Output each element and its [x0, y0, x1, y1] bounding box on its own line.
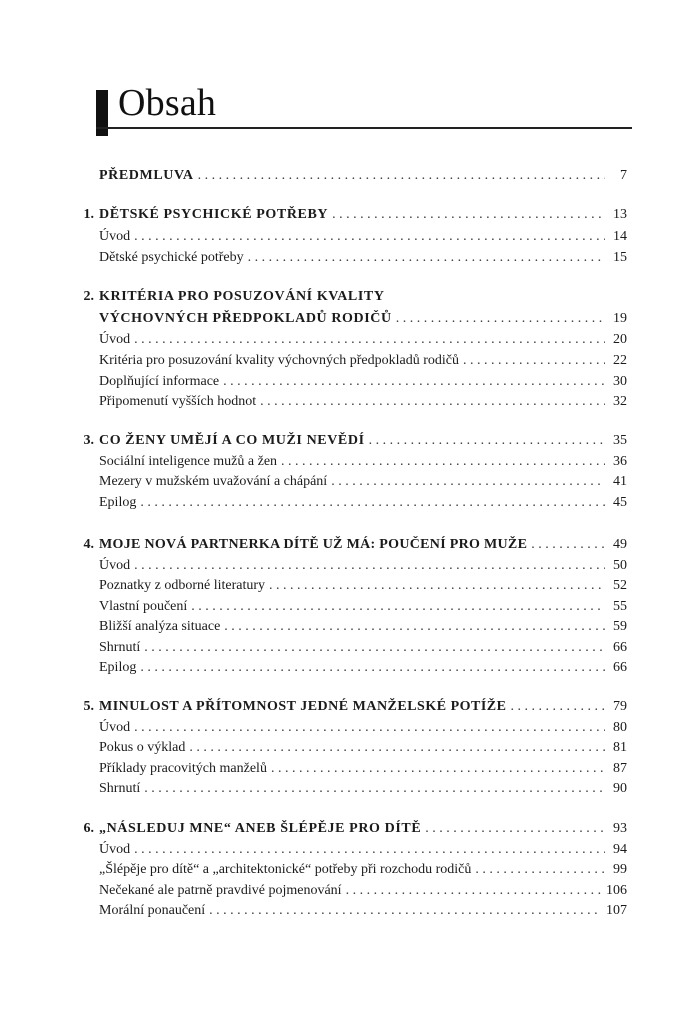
leader-dots — [260, 392, 605, 412]
leader-dots — [144, 779, 605, 799]
toc-chapter-1 — [0, 205, 693, 225]
toc-section — [0, 248, 693, 268]
leader-dots — [209, 901, 602, 921]
entry-page: 80 — [613, 720, 627, 735]
entry-page: 66 — [613, 640, 627, 655]
toc-section — [0, 718, 693, 738]
chapter-title: CO ŽENY UMĚJÍ A CO MUŽI NEVĚDÍ — [99, 433, 365, 448]
chapter-number: 3. — [83, 433, 94, 448]
leader-dots — [134, 556, 605, 576]
entry-page: 81 — [613, 740, 627, 755]
chapter-title: MOJE NOVÁ PARTNERKA DÍTĚ UŽ MÁ: POUČENÍ PRO MUŽE — [99, 537, 528, 552]
toc-section — [0, 759, 693, 779]
section-title: Shrnutí — [99, 640, 141, 655]
toc-section — [0, 493, 693, 513]
section-title: Mezery v mužském uvažování a chápání — [99, 474, 328, 489]
entry-page: 49 — [613, 537, 627, 552]
entry-page: 35 — [613, 433, 627, 448]
toc-chapter-3 — [0, 431, 693, 451]
entry-page: 50 — [613, 558, 627, 573]
toc-section — [0, 330, 693, 350]
section-title: Epilog — [99, 660, 137, 675]
chapter-title: DĚTSKÉ PSYCHICKÉ POTŘEBY — [99, 207, 329, 222]
leader-dots — [396, 309, 605, 329]
heading-rule — [96, 127, 632, 129]
entry-page: 22 — [613, 353, 627, 368]
section-title: Morální ponaučení — [99, 903, 206, 918]
leader-dots — [191, 597, 605, 617]
leader-dots — [248, 248, 605, 268]
toc-section — [0, 556, 693, 576]
chapter-title: MINULOST A PŘÍTOMNOST JEDNÉ MANŽELSKÉ POTÍŽE — [99, 699, 507, 714]
toc-chapter-2-line2 — [0, 309, 693, 329]
chapter-number: 6. — [83, 821, 94, 836]
entry-page: 66 — [613, 660, 627, 675]
leader-dots — [271, 759, 605, 779]
toc-chapter-5 — [0, 697, 693, 717]
chapter-number: 4. — [83, 537, 94, 552]
entry-page: 7 — [620, 168, 627, 183]
toc-section — [0, 597, 693, 617]
leader-dots — [369, 431, 605, 451]
toc-section — [0, 392, 693, 412]
leader-dots — [198, 166, 605, 186]
leader-dots — [189, 738, 605, 758]
section-title: Vlastní poučení — [99, 599, 188, 614]
section-title: Úvod — [99, 720, 131, 735]
entry-page: 19 — [613, 311, 627, 326]
toc-section — [0, 779, 693, 799]
entry-page: 45 — [613, 495, 627, 510]
leader-dots — [134, 330, 605, 350]
section-title: Připomenutí vyšších hodnot — [99, 394, 257, 409]
section-title: Pokus o výklad — [99, 740, 186, 755]
entry-page: 87 — [613, 761, 627, 776]
entry-page: 55 — [613, 599, 627, 614]
leader-dots — [332, 205, 605, 225]
entry-page: 90 — [613, 781, 627, 796]
entry-page: 36 — [613, 454, 627, 469]
entry-page: 93 — [613, 821, 627, 836]
entry-page: 52 — [613, 578, 627, 593]
leader-dots — [134, 718, 605, 738]
leader-dots — [223, 372, 605, 392]
chapter-title: „NÁSLEDUJ MNE“ ANEB ŠLÉPĚJE PRO DÍTĚ — [99, 821, 422, 836]
leader-dots — [531, 535, 605, 555]
leader-dots — [144, 638, 605, 658]
leader-dots — [281, 452, 605, 472]
toc-chapter-2-line1 — [0, 287, 693, 307]
leader-dots — [425, 819, 605, 839]
toc-section — [0, 881, 693, 901]
toc-section — [0, 860, 693, 880]
chapter-number: 5. — [83, 699, 94, 714]
heading-bar-mark — [96, 90, 108, 136]
chapter-title: KRITÉRIA PRO POSUZOVÁNÍ KVALITY — [99, 289, 385, 304]
chapter-number: 1. — [83, 207, 94, 222]
entry-page: 99 — [613, 862, 627, 877]
section-title: Úvod — [99, 558, 131, 573]
toc-section — [0, 638, 693, 658]
leader-dots — [510, 697, 605, 717]
leader-dots — [475, 860, 605, 880]
leader-dots — [224, 617, 605, 637]
entry-page: 14 — [613, 229, 627, 244]
entry-page: 79 — [613, 699, 627, 714]
entry-page: 107 — [606, 903, 627, 918]
entry-page: 41 — [613, 474, 627, 489]
section-title: Shrnutí — [99, 781, 141, 796]
section-title: Poznatky z odborné literatury — [99, 578, 266, 593]
leader-dots — [463, 351, 605, 371]
entry-page: 13 — [613, 207, 627, 222]
section-title: Příklady pracovitých manželů — [99, 761, 267, 776]
leader-dots — [134, 227, 605, 247]
chapter-number: 2. — [83, 289, 94, 304]
entry-title: PŘEDMLUVA — [99, 168, 194, 183]
toc-section — [0, 452, 693, 472]
section-title: Úvod — [99, 332, 131, 347]
entry-page: 59 — [613, 619, 627, 634]
section-title: „Šlépěje pro dítě“ a „architektonické“ potřeby při rozchodu rodičů — [99, 862, 472, 877]
toc-section — [0, 617, 693, 637]
leader-dots — [331, 472, 605, 492]
section-title: Dětské psychické potřeby — [99, 250, 244, 265]
section-title: Bližší analýza situace — [99, 619, 221, 634]
section-title: Úvod — [99, 842, 131, 857]
entry-page: 15 — [613, 250, 627, 265]
entry-page: 30 — [613, 374, 627, 389]
toc-section — [0, 351, 693, 371]
toc-section — [0, 901, 693, 921]
section-title: Sociální inteligence mužů a žen — [99, 454, 278, 469]
chapter-title: VÝCHOVNÝCH PŘEDPOKLADŮ RODIČŮ — [99, 311, 392, 326]
leader-dots — [346, 881, 602, 901]
toc-chapter-6 — [0, 819, 693, 839]
leader-dots — [134, 840, 605, 860]
section-title: Kritéria pro posuzování kvality výchovných předpokladů rodičů — [99, 353, 460, 368]
toc-entry-preface — [0, 166, 693, 186]
section-title: Nečekané ale patrně pravdivé pojmenování — [99, 883, 342, 898]
section-title: Doplňující informace — [99, 374, 220, 389]
entry-page: 106 — [606, 883, 627, 898]
section-title: Úvod — [99, 229, 131, 244]
toc-section — [0, 658, 693, 678]
toc-section — [0, 576, 693, 596]
toc-chapter-4 — [0, 535, 693, 555]
page-title: Obsah — [118, 82, 217, 124]
toc-section — [0, 738, 693, 758]
toc-section — [0, 227, 693, 247]
leader-dots — [140, 658, 605, 678]
leader-dots — [269, 576, 605, 596]
entry-page: 32 — [613, 394, 627, 409]
toc-section — [0, 840, 693, 860]
section-title: Epilog — [99, 495, 137, 510]
entry-page: 20 — [613, 332, 627, 347]
leader-dots — [140, 493, 605, 513]
toc-section — [0, 472, 693, 492]
toc-section — [0, 372, 693, 392]
entry-page: 94 — [613, 842, 627, 857]
